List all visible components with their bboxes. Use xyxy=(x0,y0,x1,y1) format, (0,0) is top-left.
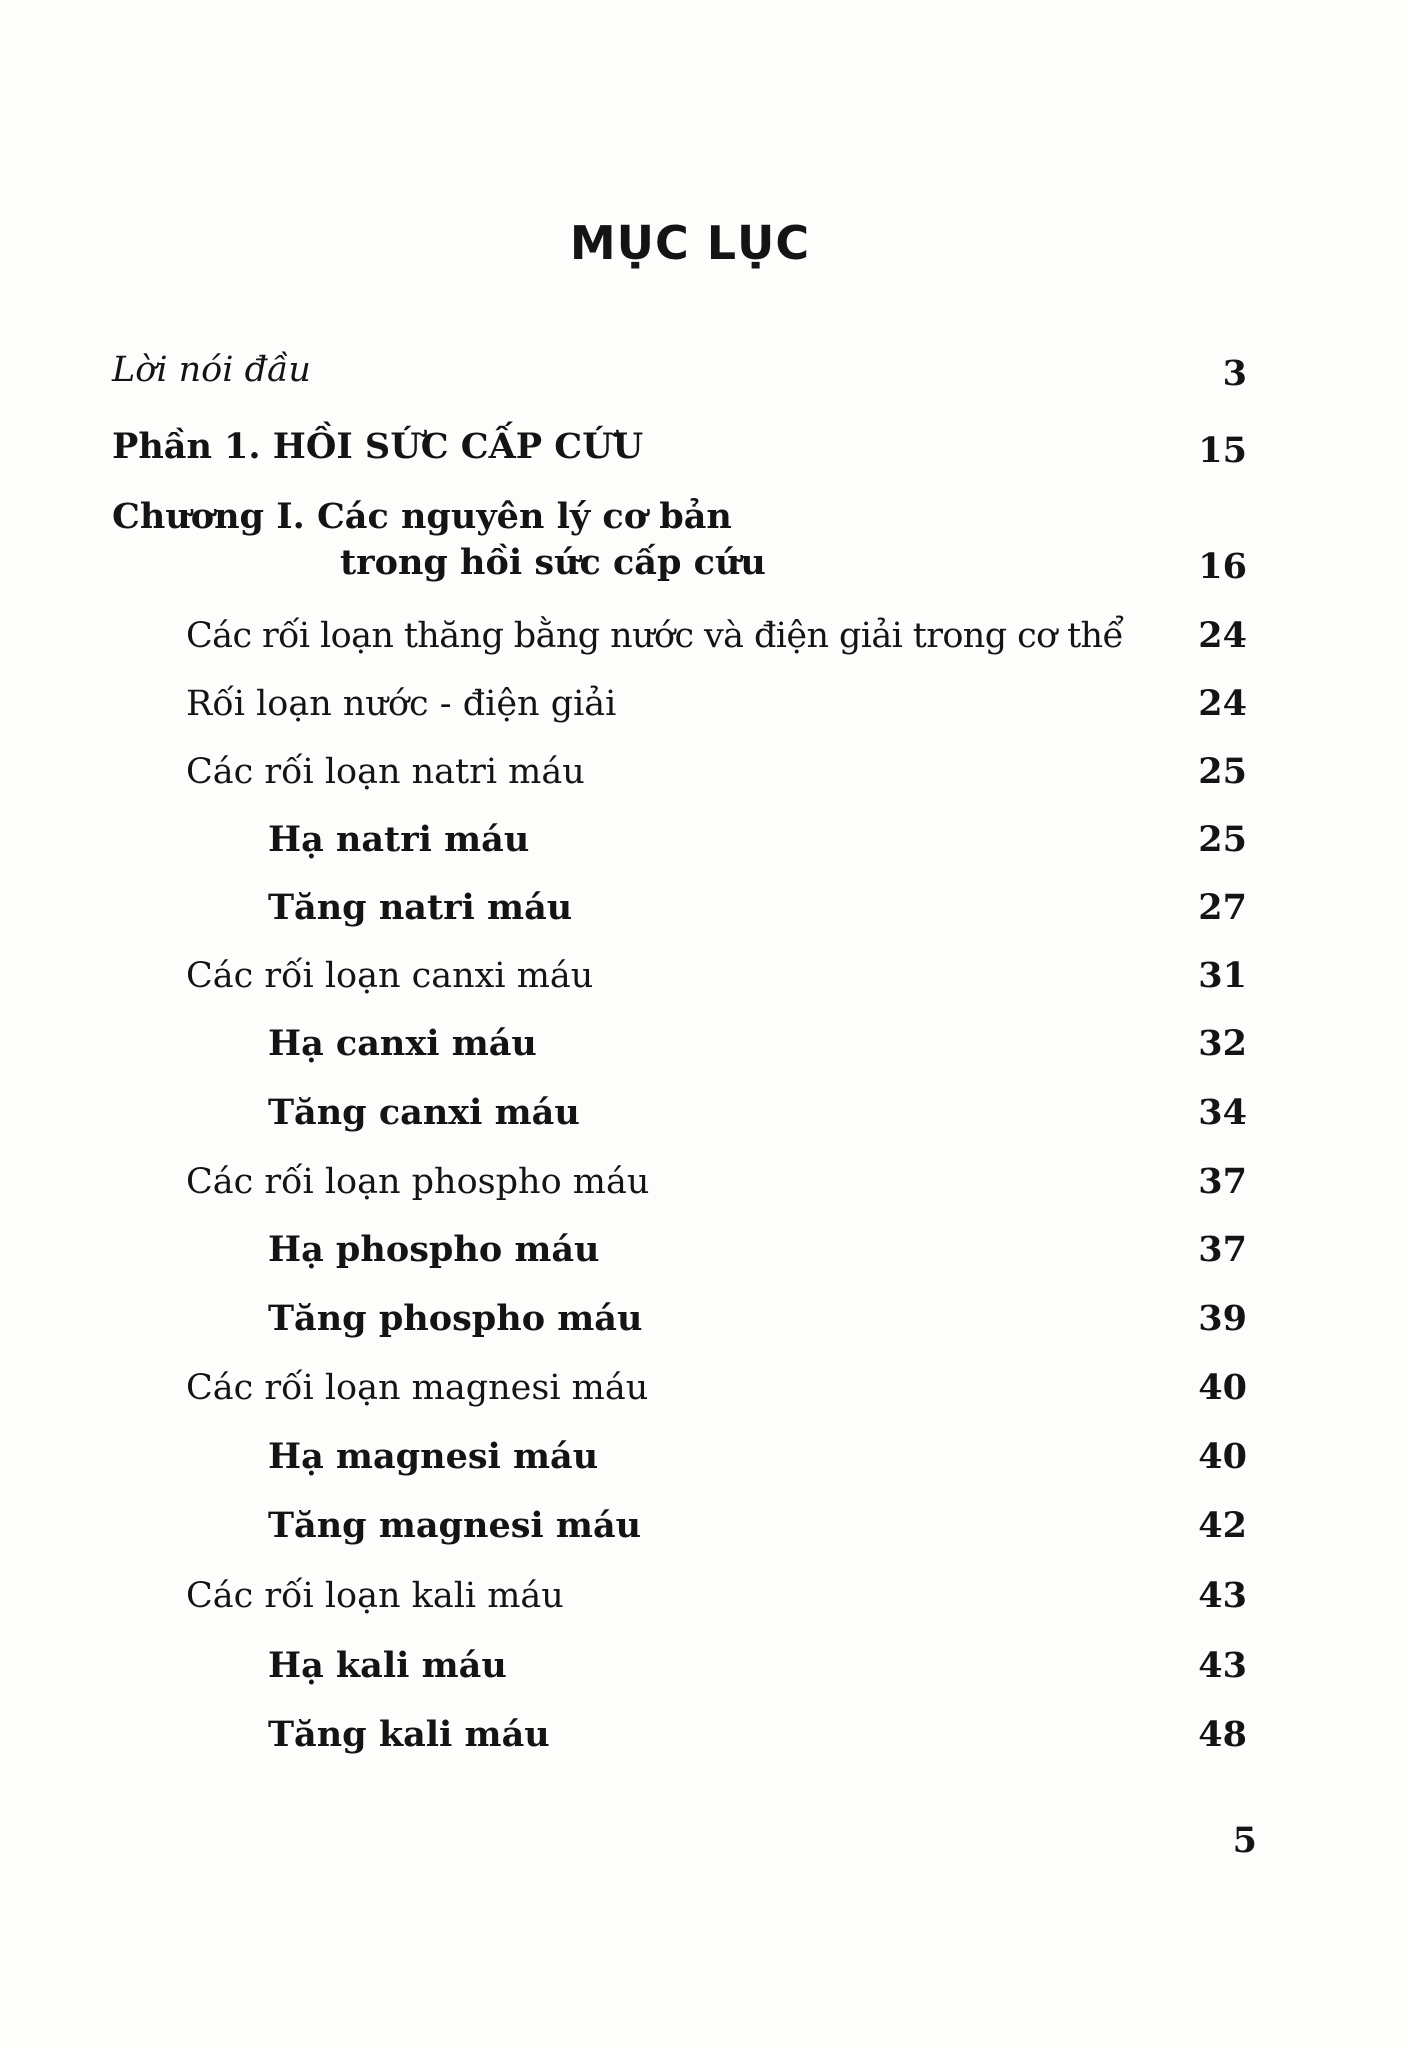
toc-entry-section xyxy=(0,1574,1407,1624)
toc-entry-page: 24 xyxy=(1198,615,1247,656)
toc-entry-label-continued: trong hồi sức cấp cứu xyxy=(340,542,766,583)
toc-entry-page: 31 xyxy=(1198,955,1247,996)
toc-entry-subsection xyxy=(0,1228,1407,1278)
toc-entry-subsection xyxy=(0,886,1407,936)
page-title: MỤC LỤC xyxy=(569,216,811,270)
toc-entry-page: 15 xyxy=(1198,430,1247,471)
toc-entry-section xyxy=(0,1366,1407,1416)
toc-entry-label: Các rối loạn thăng bằng nước và điện giải trong cơ thể xyxy=(186,616,1124,656)
toc-entry-label: Tăng natri máu xyxy=(268,887,573,928)
toc-entry-label: Các rối loạn phospho máu xyxy=(186,1162,650,1202)
toc-entry-part xyxy=(0,425,1407,475)
toc-entry-subsection xyxy=(0,1713,1407,1763)
toc-entry-subsection xyxy=(0,1435,1407,1485)
toc-entry-label: Phần 1. HỒI SỨC CẤP CỨU xyxy=(112,426,644,467)
toc-entry-label: Hạ kali máu xyxy=(268,1645,507,1686)
toc-entry-subsection xyxy=(0,1644,1407,1694)
toc-entry-label: Tăng canxi máu xyxy=(268,1092,580,1133)
toc-entry-page: 43 xyxy=(1198,1645,1247,1686)
toc-entry-section xyxy=(0,682,1407,732)
toc-entry-label: Chương I. Các nguyên lý cơ bản xyxy=(112,496,732,537)
toc-entry-page: 25 xyxy=(1198,819,1247,860)
toc-entry-page: 16 xyxy=(1198,546,1247,587)
toc-entry-label: Các rối loạn natri máu xyxy=(186,752,585,792)
toc-entry-page: 40 xyxy=(1198,1367,1247,1408)
toc-entry-page: 34 xyxy=(1198,1092,1247,1133)
toc-entry-label: Tăng magnesi máu xyxy=(268,1505,642,1546)
toc-entry-section xyxy=(0,750,1407,800)
toc-entry-label: Rối loạn nước - điện giải xyxy=(186,684,617,724)
toc-entry-label: Tăng kali máu xyxy=(268,1714,550,1755)
toc-entry-page: 39 xyxy=(1198,1298,1247,1339)
toc-entry-section xyxy=(0,954,1407,1004)
toc-entry-label: Các rối loạn magnesi máu xyxy=(186,1368,649,1408)
toc-entry-page: 37 xyxy=(1198,1161,1247,1202)
toc-entry-label: Hạ natri máu xyxy=(268,819,530,860)
toc-entry-page: 48 xyxy=(1198,1714,1247,1755)
toc-entry-page: 43 xyxy=(1198,1575,1247,1616)
toc-entry-subsection xyxy=(0,818,1407,868)
toc-entry-page: 32 xyxy=(1198,1023,1247,1064)
toc-entry-page: 40 xyxy=(1198,1436,1247,1477)
toc-entry-label: Hạ canxi máu xyxy=(268,1023,537,1064)
toc-entry-page: 24 xyxy=(1198,683,1247,724)
toc-entry-label: Lời nói đầu xyxy=(112,350,311,390)
toc-entry-section xyxy=(0,614,1407,664)
page-number: 5 xyxy=(1232,1820,1257,1861)
toc-entry-page: 42 xyxy=(1198,1505,1247,1546)
toc-entry-page: 37 xyxy=(1198,1229,1247,1270)
toc-entry-label: Các rối loạn canxi máu xyxy=(186,956,594,996)
toc-entry-page: 25 xyxy=(1198,751,1247,792)
toc-entry-page: 3 xyxy=(1222,353,1247,394)
toc-entry-subsection xyxy=(0,1091,1407,1141)
toc-entry-chapter xyxy=(0,495,1407,595)
toc-entry-subsection xyxy=(0,1504,1407,1554)
toc-entry-preface xyxy=(0,348,1407,398)
toc-entry-label: Các rối loạn kali máu xyxy=(186,1576,564,1616)
toc-entry-section xyxy=(0,1160,1407,1210)
toc-entry-label: Hạ magnesi máu xyxy=(268,1436,599,1477)
toc-entry-label: Hạ phospho máu xyxy=(268,1229,600,1270)
toc-entry-subsection xyxy=(0,1022,1407,1072)
toc-entry-label: Tăng phospho máu xyxy=(268,1298,643,1339)
toc-entry-subsection xyxy=(0,1297,1407,1347)
toc-entry-page: 27 xyxy=(1198,887,1247,928)
